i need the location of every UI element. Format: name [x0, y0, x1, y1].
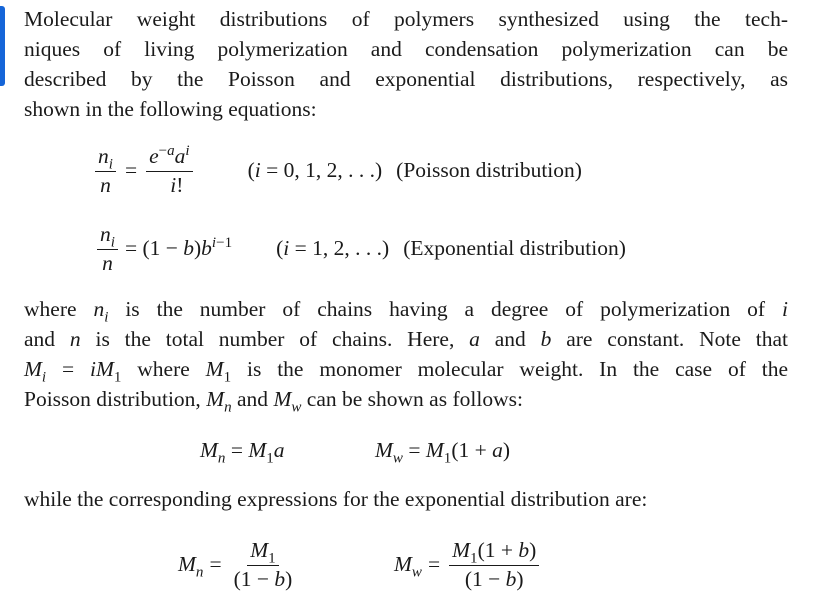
exponential-condition: (i = 1, 2, . . .) — [276, 236, 390, 261]
intro-line-4: shown in the following equations: — [24, 97, 317, 121]
poisson-mn-equation: $M_n = M_1a$ — [200, 438, 285, 467]
intro-line-3: described by the Poisson and exponential distributions, respectively, as — [24, 67, 788, 91]
poisson-mw-equation: $M_w = M_1(1 + a)$ — [375, 438, 511, 467]
poisson-lhs-fraction: $\frac{n_i}{n}$ — [95, 146, 116, 196]
exponential-mn-fraction: $\frac{M_1}{(1 - b)}$ — [233, 538, 293, 591]
exponential-label: (Exponential distribution) — [403, 236, 626, 261]
where-line-1: where $n_i$ is the number of chains having a degree of polymerization of i — [24, 297, 788, 326]
intro-line-1: Molecular weight distributions of polymers synthesized using the tech- — [24, 7, 788, 31]
exponential-equation — [94, 224, 626, 274]
poisson-equation: $\frac{n_i}{n}$ = $\frac{e^{-a}a^i}{i!}$ (i = 0, 1, 2, . . .) (Poisson distribution) — [92, 146, 582, 196]
exponential-mw-equation: $M_w$ = $\frac{M_1(1 + b)}{(1 - b)}$ — [394, 540, 542, 590]
where-line-3: $M_i = iM_1$ where $M_1$ is the monomer molecular weight. In the case of the — [24, 357, 788, 386]
margin-highlight-bar — [0, 6, 5, 86]
where-line-4: Poisson distribution, $M_n$ and $M_w$ can be shown as follows: — [24, 387, 523, 416]
exponential-rhs: = $(1 - b)b^{i-1}$ — [124, 235, 233, 261]
exponential-mn-equation: $M_n$ = $\frac{M_1}{(1 - b)}$ — [178, 540, 298, 590]
exponential-lhs-fraction: $\frac{n_i}{n}$ — [97, 224, 118, 274]
intro-paragraph — [24, 4, 788, 124]
while-paragraph — [24, 484, 788, 514]
poisson-rhs-fraction: $\frac{e^{-a}a^i}{i!}$ — [146, 146, 193, 196]
where-line-2: and n is the total number of chains. Here, a and b are constant. Note that — [24, 327, 789, 351]
exponential-mw-fraction: $\frac{M_1(1 + b)}{(1 - b)}$ — [449, 540, 539, 590]
where-paragraph — [24, 294, 788, 414]
while-line: while the corresponding expressions for the exponential distribution are: — [24, 487, 648, 511]
poisson-label: (Poisson distribution) — [396, 158, 582, 183]
intro-line-2: niques of living polymerization and condensation polymerization can be — [24, 37, 788, 61]
poisson-condition: (i = 0, 1, 2, . . .) — [247, 158, 383, 183]
